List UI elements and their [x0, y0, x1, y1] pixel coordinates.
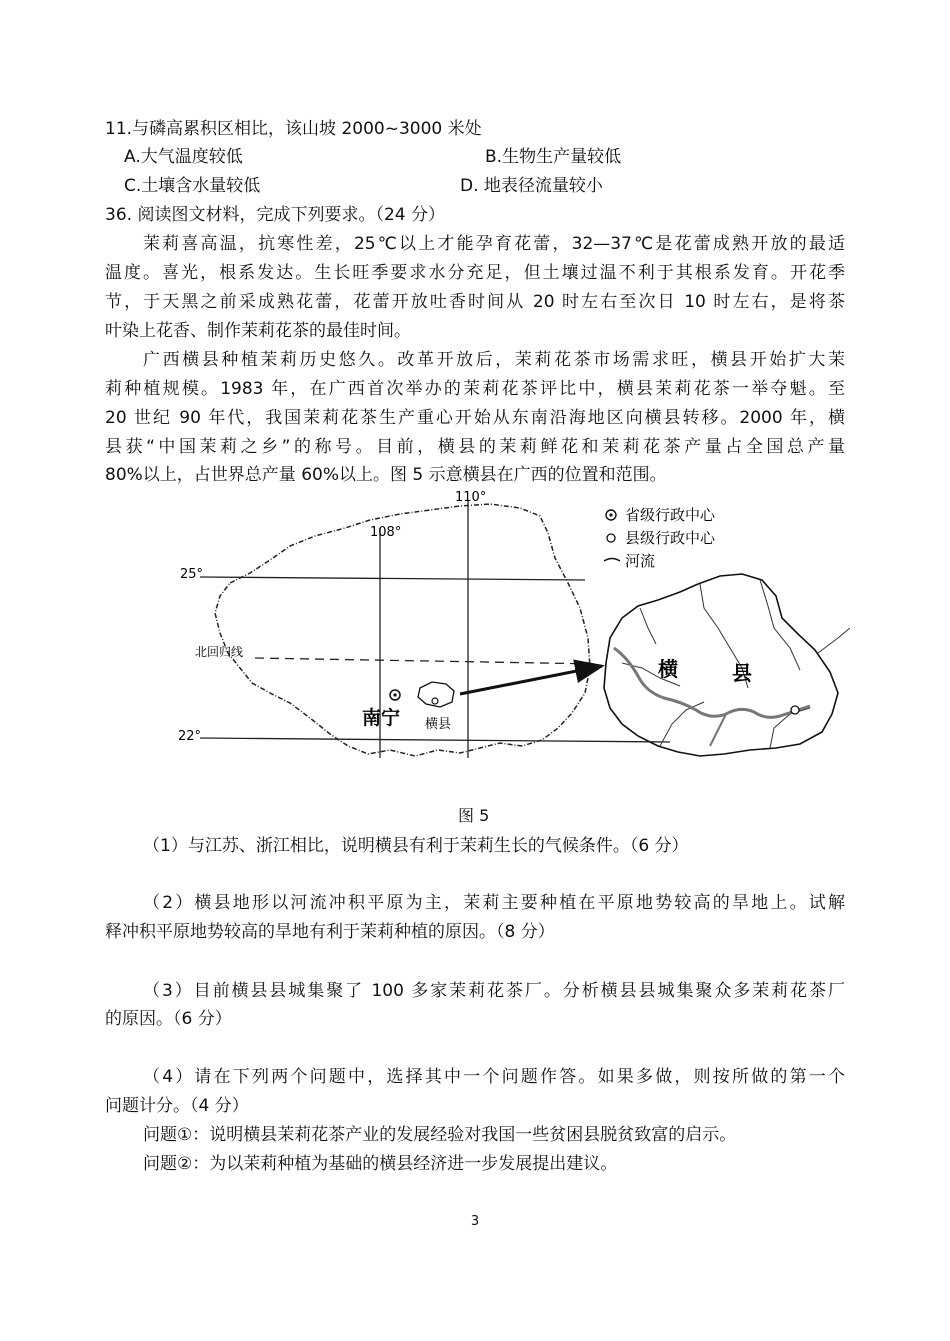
inset-label-xian: 县 [732, 661, 752, 685]
para2-line: 县获“中国茉莉之乡”的称号。目前，横县的茉莉鲜花和茉莉花茶产量占全国总产量 [105, 437, 845, 457]
sub-question-3-line: 的原因。（6 分） [105, 1009, 232, 1029]
para2-line: 20 世纪 90 年代，我国茉莉花茶生产重心开始从东南沿海地区向横县转移。2000 年，横 [105, 408, 845, 428]
para2-line: 广西横县种植茉莉历史悠久。改革开放后，茉莉花茶市场需求旺，横县开始扩大茉 [143, 350, 845, 370]
page-number: 3 [470, 1214, 480, 1229]
inset-river [614, 648, 810, 717]
inset-label-heng: 横 [658, 657, 678, 681]
legend-river-icon [604, 559, 620, 562]
pointer-arrow-icon [460, 666, 602, 694]
issue-1: 问题①：说明横县茉莉花茶产业的发展经验对我国一些贫困县脱贫致富的启示。 [143, 1125, 737, 1145]
sub-question-1: （1）与江苏、浙江相比，说明横县有利于茉莉生长的气候条件。（6 分） [143, 836, 689, 856]
label-nanning: 南宁 [362, 707, 401, 729]
para2-line: 80%以上，占世界总产量 60%以上。图 5 示意横县在广西的位置和范围。 [105, 465, 667, 485]
q11-option-c: C.土壤含水量较低 [124, 176, 261, 196]
sub-question-2-line: 释冲积平原地势较高的旱地有利于茉莉种植的原因。（8 分） [105, 922, 555, 942]
para1-line: 茉莉喜高温，抗寒性差，25℃以上才能孕育花蕾，32—37℃是花蕾成熟开放的最适 [143, 234, 845, 254]
issue-2: 问题②：为以茉莉种植为基础的横县经济进一步发展提出建议。 [143, 1154, 618, 1174]
label-lon-108: 108° [370, 525, 402, 540]
figure-caption: 图 5 [458, 806, 490, 825]
para1-line: 节，于天黑之前采成熟花蕾，花蕾开放吐香时间从 20 时左右至次日 10 时左右，是将茶 [105, 292, 845, 312]
para1-line: 叶染上花香、制作茉莉花茶的最佳时间。 [105, 321, 411, 341]
legend-county-label: 县级行政中心 [625, 529, 716, 547]
q11-option-d: D. 地表径流量较小 [460, 176, 603, 196]
sub-question-2-line: （2）横县地形以河流冲积平原为主，茉莉主要种植在平原地势较高的旱地上。试解 [143, 893, 845, 913]
legend-river-label: 河流 [625, 552, 656, 570]
q36-header: 36. 阅读图文材料，完成下列要求。（24 分） [105, 205, 445, 225]
guangxi-hengxian-map [170, 488, 850, 788]
label-lon-110: 110° [455, 490, 487, 505]
para1-line: 温度。喜光，根系发达。生长旺季要求水分充足，但土壤过温不利于其根系发育。开花季 [105, 263, 845, 283]
sub-question-4-line: 问题计分。（4 分） [105, 1096, 249, 1116]
sub-question-3-line: （3）目前横县县城集聚了 100 多家茉莉花茶厂。分析横县县城集聚众多茉莉花茶厂 [143, 981, 845, 1001]
label-hengxian: 横县 [425, 717, 452, 732]
q11-option-a: A.大气温度较低 [124, 147, 243, 167]
parallel-25 [200, 577, 585, 580]
label-tropic: 北回归线 [195, 645, 244, 659]
label-lat-22: 22° [178, 729, 202, 744]
para2-line: 莉种植规模。1983 年，在广西首次举办的茉莉花茶评比中，横县茉莉花茶一举夺魁。至 [105, 379, 845, 399]
hengxian-marker-icon [432, 698, 438, 704]
legend-county-icon [607, 534, 615, 542]
guangxi-outline [215, 504, 590, 756]
sub-question-4-line: （4）请在下列两个问题中，选择其中一个问题作答。如果多做，则按所做的第一个 [143, 1067, 845, 1087]
label-lat-25: 25° [180, 567, 204, 582]
hengxian-inset-outline [604, 574, 838, 756]
q11-option-b: B.生物生产量较低 [485, 147, 622, 167]
parallel-22 [200, 738, 670, 742]
inset-county-seat-icon [791, 706, 799, 714]
legend-provincial-label: 省级行政中心 [625, 506, 716, 524]
tropic-of-cancer [255, 658, 600, 664]
q11-stem: 11.与磷高累积区相比，该山坡 2000~3000 米处 [105, 119, 482, 139]
